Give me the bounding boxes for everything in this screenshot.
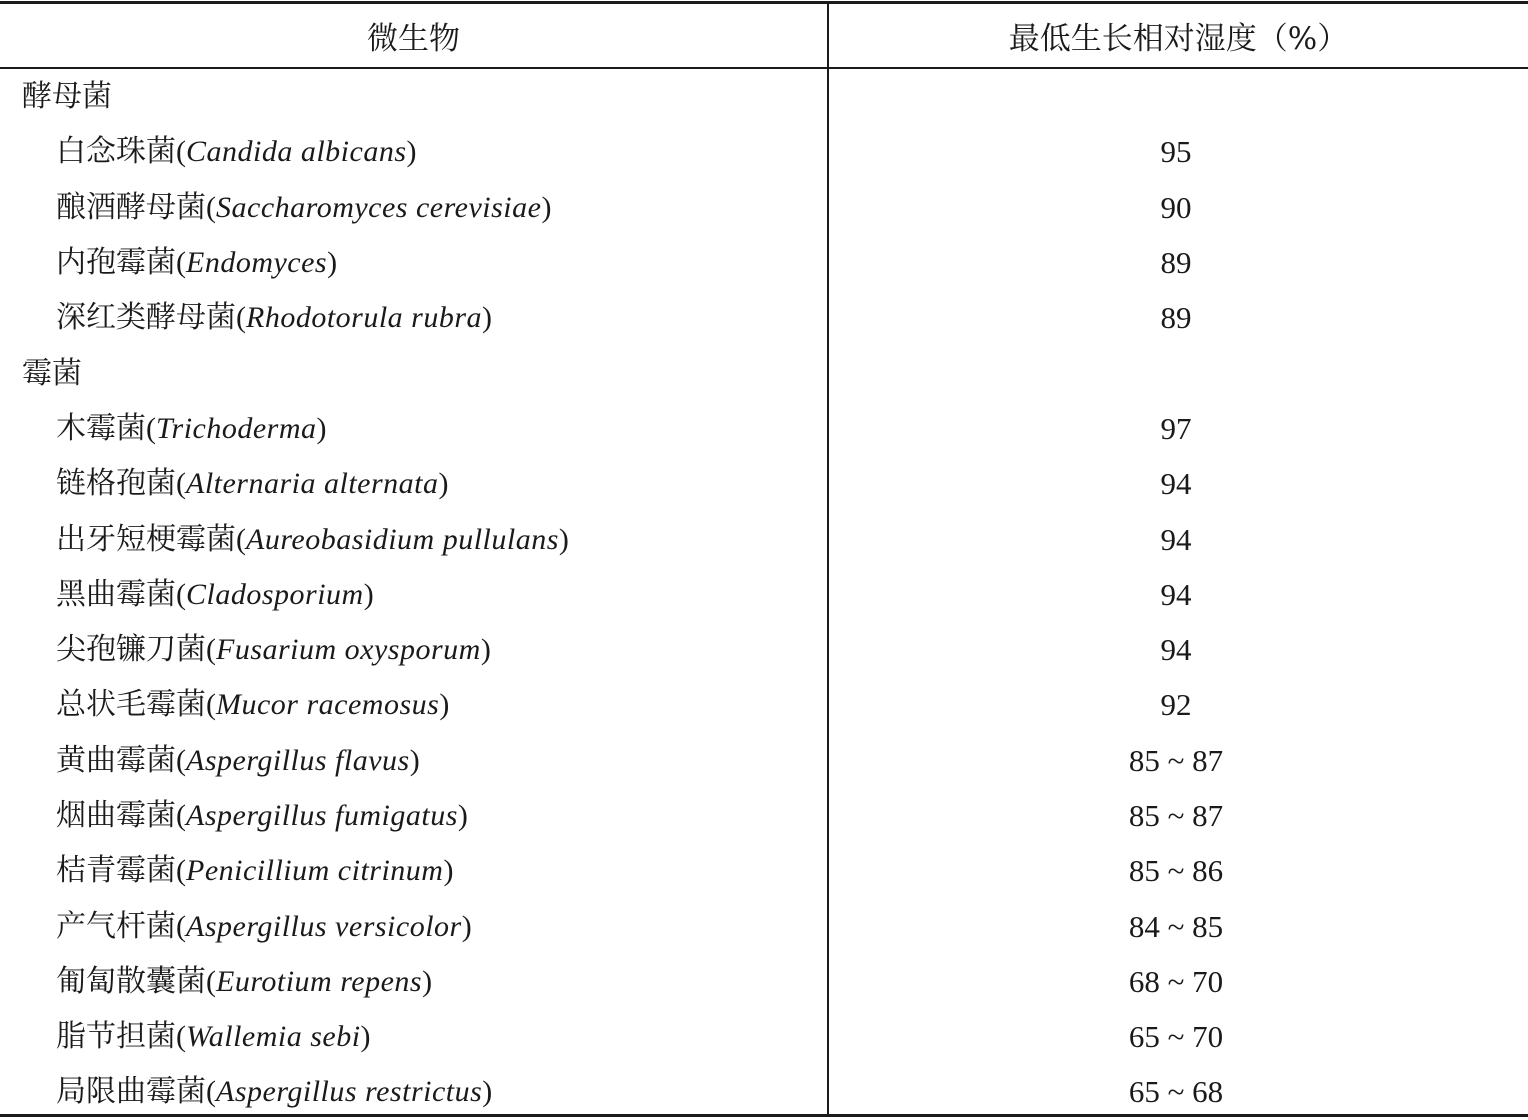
latin-name: Endomyces — [186, 246, 328, 280]
latin-name: Aspergillus versicolor — [186, 909, 462, 943]
latin-name: Fusarium oxysporum — [216, 633, 481, 667]
table-row — [0, 843, 1528, 898]
close-paren: ) — [316, 411, 327, 445]
latin-name: Trichoderma — [156, 411, 317, 445]
table-body — [0, 69, 1528, 1120]
min-humidity-value: 97 — [1160, 410, 1192, 446]
chinese-name: 黑曲霉菌 — [56, 576, 176, 612]
chinese-name: 木霉菌 — [56, 410, 146, 446]
latin-name: Cladosporium — [186, 577, 364, 611]
microorganism-name — [56, 954, 826, 1009]
table-row — [0, 124, 1528, 179]
microorganism-name — [56, 899, 826, 954]
close-paren: ) — [439, 688, 450, 722]
table-row — [0, 401, 1528, 456]
header-min-humidity: 最低生长相对湿度（%） — [1008, 21, 1349, 57]
close-paren: ) — [443, 854, 454, 888]
chinese-name: 出牙短梗霉菌 — [56, 521, 236, 557]
chinese-name: 内孢霉菌 — [56, 245, 176, 281]
open-paren: ( — [236, 301, 246, 335]
microorganism-name — [56, 1064, 826, 1119]
table-row — [0, 733, 1528, 788]
chinese-name: 酿酒酵母菌 — [56, 189, 206, 225]
min-humidity-value: 65 ~ 68 — [1128, 1074, 1224, 1110]
min-humidity-value: 94 — [1160, 466, 1192, 502]
table-row — [0, 898, 1528, 953]
chinese-name: 深红类酵母菌 — [56, 300, 236, 336]
open-paren: ( — [176, 854, 186, 888]
table-row — [0, 511, 1528, 566]
close-paren: ) — [480, 633, 491, 667]
close-paren: ) — [457, 799, 468, 832]
chinese-name: 尖孢镰刀菌 — [56, 632, 206, 668]
microorganism-name — [56, 180, 826, 235]
microorganism-name — [56, 124, 826, 179]
microorganism-name — [56, 677, 826, 732]
latin-name: Aspergillus fumigatus — [186, 799, 458, 832]
table-row — [0, 290, 1528, 345]
group-name: 酵母菌 — [22, 79, 112, 115]
close-paren: ) — [482, 1075, 493, 1109]
open-paren: ( — [176, 743, 186, 777]
open-paren: ( — [206, 688, 216, 722]
group-name: 霉菌 — [22, 355, 82, 391]
chinese-name: 桔青霉菌 — [56, 853, 176, 889]
group-row — [0, 345, 1528, 400]
close-paren: ) — [482, 301, 493, 335]
min-humidity-value: 89 — [1160, 300, 1192, 336]
chinese-name: 白念珠菌 — [56, 134, 176, 170]
latin-name: Rhodotorula rubra — [246, 301, 483, 335]
header-microorganism: 微生物 — [367, 21, 460, 57]
open-paren: ( — [176, 135, 186, 169]
latin-name: Mucor racemosus — [216, 688, 440, 722]
close-paren: ) — [363, 577, 374, 611]
min-humidity-value: 94 — [1160, 632, 1192, 668]
close-paren: ) — [438, 467, 449, 501]
latin-name: Candida albicans — [186, 135, 407, 169]
open-paren: ( — [176, 467, 186, 501]
close-paren: ) — [409, 743, 420, 777]
min-humidity-value: 85 ~ 87 — [1128, 742, 1224, 778]
min-humidity-value: 92 — [1160, 687, 1192, 723]
open-paren: ( — [176, 799, 186, 832]
microorganism-name — [56, 788, 826, 843]
min-humidity-value: 65 ~ 70 — [1128, 1019, 1224, 1055]
latin-name: Saccharomyces cerevisiae — [216, 190, 542, 224]
open-paren: ( — [206, 190, 216, 224]
chinese-name: 总状毛霉菌 — [56, 687, 206, 723]
min-humidity-value: 89 — [1160, 245, 1192, 281]
group-row — [0, 69, 1528, 124]
table-row — [0, 954, 1528, 1009]
microorganism-name — [56, 622, 826, 677]
chinese-name: 产气杆菌 — [56, 908, 176, 944]
chinese-name: 黄曲霉菌 — [56, 742, 176, 778]
table-row — [0, 567, 1528, 622]
close-paren: ) — [360, 1020, 371, 1054]
close-paren: ) — [422, 964, 433, 998]
open-paren: ( — [176, 1020, 186, 1054]
latin-name: Aspergillus restrictus — [216, 1075, 483, 1109]
microorganism-name — [56, 456, 826, 511]
latin-name: Alternaria alternata — [186, 467, 439, 501]
min-humidity-value: 85 ~ 86 — [1128, 853, 1224, 889]
open-paren: ( — [206, 633, 216, 667]
open-paren: ( — [206, 1075, 216, 1109]
table-row — [0, 788, 1528, 843]
open-paren: ( — [206, 964, 216, 998]
table-row — [0, 180, 1528, 235]
microorganism-name — [56, 567, 826, 622]
chinese-name: 匍匐散囊菌 — [56, 963, 206, 999]
close-paren: ) — [406, 135, 417, 169]
open-paren: ( — [176, 577, 186, 611]
latin-name: Wallemia sebi — [186, 1020, 361, 1054]
latin-name: Penicillium citrinum — [186, 854, 444, 888]
open-paren: ( — [146, 411, 156, 445]
latin-name: Eurotium repens — [216, 964, 423, 998]
close-paren: ) — [327, 246, 338, 280]
close-paren: ) — [541, 190, 552, 224]
min-humidity-value: 94 — [1160, 521, 1192, 557]
chinese-name: 链格孢菌 — [56, 466, 176, 502]
min-humidity-value: 68 ~ 70 — [1128, 963, 1224, 999]
table-bottom-rule — [0, 1114, 1528, 1117]
open-paren: ( — [236, 522, 246, 556]
open-paren: ( — [176, 246, 186, 280]
min-humidity-value: 85 ~ 87 — [1128, 798, 1224, 833]
table-row — [0, 1009, 1528, 1064]
microorganism-name — [56, 290, 826, 345]
min-humidity-value: 90 — [1160, 189, 1192, 225]
chinese-name: 脂节担菌 — [56, 1019, 176, 1055]
microorganism-name — [56, 733, 826, 788]
table-row — [0, 1064, 1528, 1119]
min-humidity-value: 94 — [1160, 576, 1192, 612]
table-row — [0, 456, 1528, 511]
table-row — [0, 235, 1528, 290]
microorganism-name — [56, 512, 826, 567]
microorganism-name — [56, 235, 826, 290]
microorganism-name — [56, 1009, 826, 1064]
latin-name: Aureobasidium pullulans — [246, 522, 559, 556]
min-humidity-value: 84 ~ 85 — [1128, 908, 1224, 944]
open-paren: ( — [176, 909, 186, 943]
microorganism-name — [56, 401, 826, 456]
chinese-name: 烟曲霉菌 — [56, 798, 176, 833]
close-paren: ) — [558, 522, 569, 556]
table-row — [0, 677, 1528, 732]
microorganism-name — [56, 843, 826, 898]
min-humidity-value: 95 — [1160, 134, 1192, 170]
chinese-name: 局限曲霉菌 — [56, 1074, 206, 1110]
close-paren: ) — [461, 909, 472, 943]
latin-name: Aspergillus flavus — [186, 743, 410, 777]
table-row — [0, 622, 1528, 677]
